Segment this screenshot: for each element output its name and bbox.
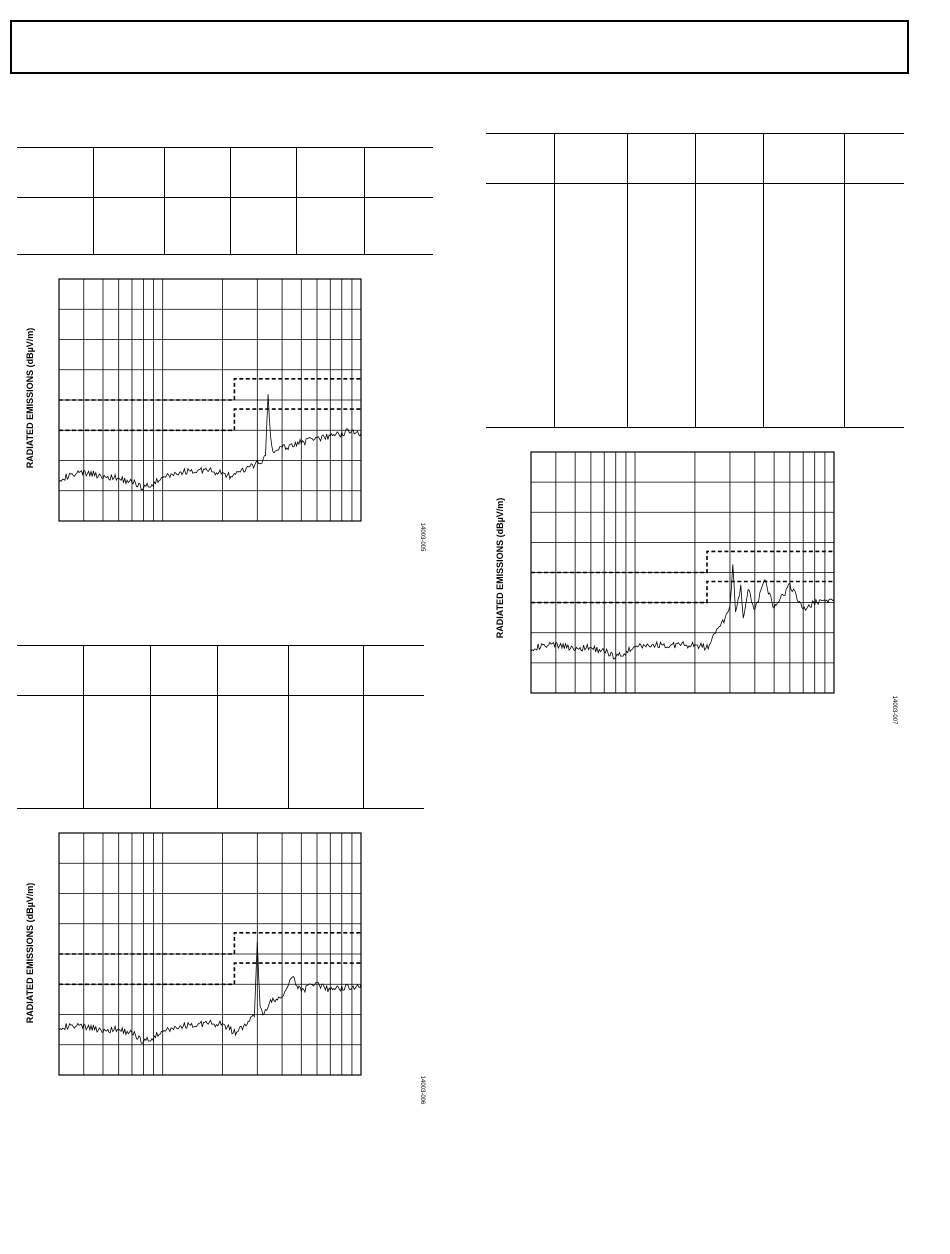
series-limit-line-2 <box>59 963 361 984</box>
chart-3-y-axis-label: RADIATED EMISSIONS (dBµV/m) <box>495 497 505 639</box>
table-3 <box>486 133 904 428</box>
chart-1-figure-id: 14003-005 <box>419 522 425 552</box>
chart-2-figure-id: 14003-006 <box>419 1075 425 1105</box>
series-limit-line-1 <box>531 551 834 572</box>
series-limit-line-2 <box>59 409 361 430</box>
chart-1 <box>59 279 361 521</box>
series-emission-trace <box>59 942 361 1044</box>
chart-3-figure-id: 14003-007 <box>891 695 897 725</box>
chart-2-y-axis-label: RADIATED EMISSIONS (dBµV/m) <box>25 882 35 1024</box>
series-limit-line-1 <box>59 379 361 400</box>
series-emission-trace <box>531 564 834 658</box>
chart-2 <box>59 833 361 1075</box>
series-emission-trace <box>59 394 361 489</box>
chart-3 <box>531 452 834 693</box>
table-1 <box>17 147 433 255</box>
chart-1-y-axis-label: RADIATED EMISSIONS (dBµV/m) <box>25 327 35 469</box>
series-limit-line-1 <box>59 933 361 954</box>
header-box <box>10 20 909 74</box>
table-2 <box>17 645 424 809</box>
